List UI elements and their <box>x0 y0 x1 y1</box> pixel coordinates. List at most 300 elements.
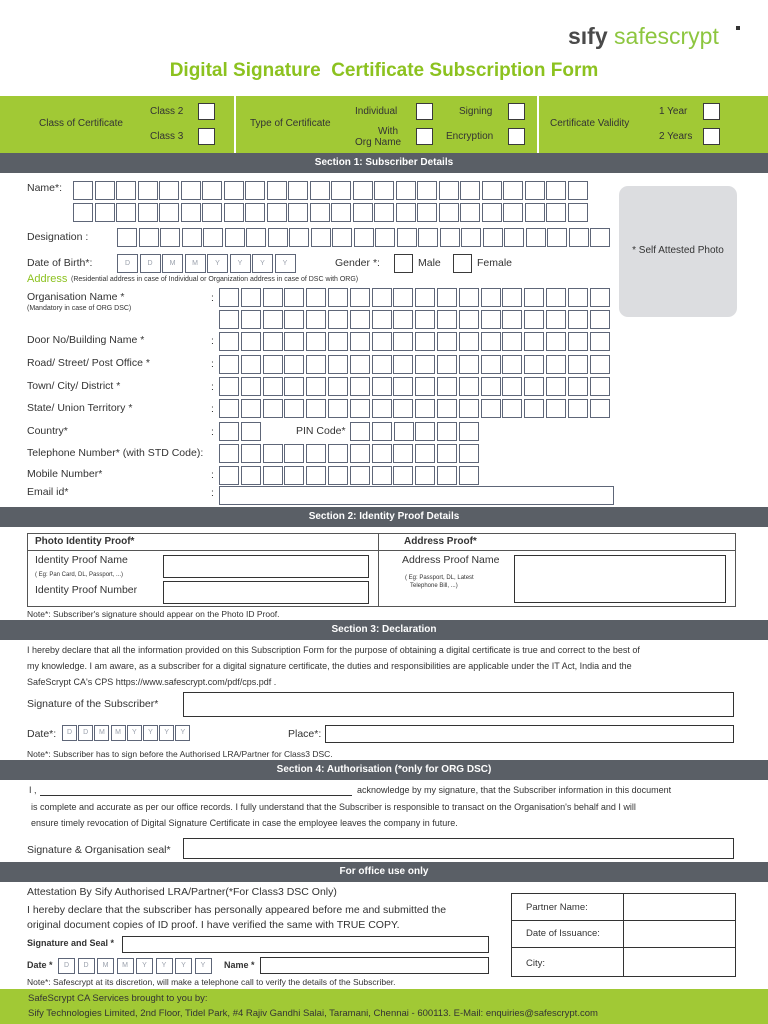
designation-char-box[interactable] <box>504 228 524 247</box>
name-char-box[interactable] <box>374 203 394 222</box>
dob-char-box[interactable] <box>140 254 161 273</box>
colon: : <box>211 335 214 347</box>
address-proof-eg: ( Eg: Passport, DL, Latest <box>405 575 474 581</box>
mobile-char-box[interactable] <box>284 466 304 485</box>
section3-date-char-box[interactable] <box>111 725 126 741</box>
gender-label: Gender *: <box>335 257 380 269</box>
name-char-box[interactable] <box>331 181 351 200</box>
declaration-line-3: SafeScrypt CA's CPS https://www.safescrypt.com/pdf/cps.pdf . <box>27 677 277 687</box>
road-char-box[interactable] <box>219 355 239 374</box>
two-years-label: 2 Years <box>659 131 693 142</box>
org-name-char-box[interactable] <box>502 310 522 329</box>
office-date-char-box[interactable] <box>58 958 75 974</box>
org-name-char-box[interactable] <box>350 310 370 329</box>
door-char-box[interactable] <box>328 332 348 351</box>
date-issuance-label: Date of Issuance: <box>526 928 600 939</box>
org-seal-field[interactable] <box>183 838 734 859</box>
org-name-char-box[interactable] <box>459 310 479 329</box>
placeholder-char: Y <box>180 729 186 736</box>
state-char-box[interactable] <box>241 399 261 418</box>
name-char-box[interactable] <box>73 181 93 200</box>
with-org-label: With <box>378 126 398 137</box>
door-char-box[interactable] <box>524 332 544 351</box>
town-char-box[interactable] <box>263 377 283 396</box>
name-char-box[interactable] <box>202 203 222 222</box>
section2-header: Section 2: Identity Proof Details <box>0 507 768 527</box>
class2-checkbox[interactable] <box>198 103 215 120</box>
telephone-char-box[interactable] <box>306 444 326 463</box>
placeholder-char: Y <box>148 729 153 736</box>
name-char-box[interactable] <box>181 181 201 200</box>
name-label: Name*: <box>27 182 63 194</box>
authoriser-name-line[interactable] <box>40 795 352 796</box>
photo-label: * Self Attested Photo <box>632 245 724 256</box>
name-char-box[interactable] <box>503 203 523 222</box>
name-char-box[interactable] <box>396 181 416 200</box>
door-char-box[interactable] <box>263 332 283 351</box>
name-char-box[interactable] <box>116 203 136 222</box>
designation-char-box[interactable] <box>526 228 546 247</box>
state-char-box[interactable] <box>306 399 326 418</box>
signature-seal-field[interactable] <box>122 936 489 953</box>
designation-label: Designation : <box>27 231 89 243</box>
telephone-char-box[interactable] <box>241 444 261 463</box>
org-name-char-box[interactable] <box>372 288 392 307</box>
telephone-char-box[interactable] <box>437 444 457 463</box>
name-char-box[interactable] <box>546 181 566 200</box>
org-name-char-box[interactable] <box>524 310 544 329</box>
org-name-char-box[interactable] <box>219 310 239 329</box>
partner-name-cell[interactable] <box>625 895 735 919</box>
org-name-char-box[interactable] <box>263 310 283 329</box>
town-char-box[interactable] <box>350 377 370 396</box>
dob-char-box[interactable] <box>252 254 273 273</box>
road-char-box[interactable] <box>590 355 610 374</box>
colon: : <box>211 358 214 370</box>
id-proof-number-field[interactable] <box>163 581 369 604</box>
road-char-box[interactable] <box>546 355 566 374</box>
individual-checkbox[interactable] <box>416 103 433 120</box>
mobile-char-box[interactable] <box>219 466 239 485</box>
org-name-char-box[interactable] <box>350 288 370 307</box>
state-char-box[interactable] <box>393 399 413 418</box>
placeholder-char: D <box>63 962 70 969</box>
road-char-box[interactable] <box>481 355 501 374</box>
road-char-box[interactable] <box>502 355 522 374</box>
state-char-box[interactable] <box>263 399 283 418</box>
designation-char-box[interactable] <box>160 228 180 247</box>
section3-date-char-box[interactable] <box>127 725 142 741</box>
section3-date-char-box[interactable] <box>78 725 93 741</box>
org-name-char-box[interactable] <box>415 288 435 307</box>
pin-char-box[interactable] <box>437 422 457 441</box>
office-date-char-box[interactable] <box>136 958 153 974</box>
state-char-box[interactable] <box>415 399 435 418</box>
door-char-box[interactable] <box>590 332 610 351</box>
telephone-char-box[interactable] <box>459 444 479 463</box>
footer-line-1: SafeScrypt CA Services brought to you by: <box>28 993 208 1004</box>
state-char-box[interactable] <box>568 399 588 418</box>
section3-date-char-box[interactable] <box>175 725 190 741</box>
email-field[interactable] <box>219 486 614 505</box>
state-char-box[interactable] <box>502 399 522 418</box>
two-years-checkbox[interactable] <box>703 128 720 145</box>
state-char-box[interactable] <box>437 399 457 418</box>
road-char-box[interactable] <box>241 355 261 374</box>
org-name-char-box[interactable] <box>524 288 544 307</box>
designation-char-box[interactable] <box>311 228 331 247</box>
name-char-box[interactable] <box>116 181 136 200</box>
name-char-box[interactable] <box>568 181 588 200</box>
road-char-box[interactable] <box>415 355 435 374</box>
org-name-char-box[interactable] <box>328 288 348 307</box>
class3-checkbox[interactable] <box>198 128 215 145</box>
id-proof-number-label: Identity Proof Number <box>35 584 138 596</box>
telephone-char-box[interactable] <box>372 444 392 463</box>
org-name-char-box[interactable] <box>393 310 413 329</box>
name-char-box[interactable] <box>439 203 459 222</box>
date-issuance-cell[interactable] <box>625 922 735 946</box>
door-char-box[interactable] <box>459 332 479 351</box>
dob-char-box[interactable] <box>230 254 251 273</box>
name-char-box[interactable] <box>202 181 222 200</box>
mobile-char-box[interactable] <box>350 466 370 485</box>
name-char-box[interactable] <box>159 181 179 200</box>
colon: : <box>211 469 214 481</box>
town-char-box[interactable] <box>241 377 261 396</box>
door-char-box[interactable] <box>481 332 501 351</box>
door-char-box[interactable] <box>284 332 304 351</box>
town-char-box[interactable] <box>546 377 566 396</box>
name-char-box[interactable] <box>482 181 502 200</box>
state-char-box[interactable] <box>372 399 392 418</box>
colon: : <box>211 292 214 304</box>
name-char-box[interactable] <box>245 181 265 200</box>
town-char-box[interactable] <box>437 377 457 396</box>
door-char-box[interactable] <box>393 332 413 351</box>
placeholder-char: Y <box>237 260 243 267</box>
org-name-char-box[interactable] <box>437 288 457 307</box>
town-char-box[interactable] <box>590 377 610 396</box>
pin-char-box[interactable] <box>350 422 370 441</box>
name-char-box[interactable] <box>525 203 545 222</box>
town-char-box[interactable] <box>372 377 392 396</box>
town-char-box[interactable] <box>328 377 348 396</box>
signing-label: Signing <box>459 106 493 117</box>
state-char-box[interactable] <box>590 399 610 418</box>
office-date-char-box[interactable] <box>78 958 95 974</box>
section3-date-char-box[interactable] <box>94 725 109 741</box>
mobile-char-box[interactable] <box>415 466 435 485</box>
state-char-box[interactable] <box>284 399 304 418</box>
door-char-box[interactable] <box>219 332 239 351</box>
name-char-box[interactable] <box>224 181 244 200</box>
name-char-box[interactable] <box>417 203 437 222</box>
org-name-char-box[interactable] <box>590 310 610 329</box>
id-proof-name-field[interactable] <box>163 555 369 578</box>
org-name-char-box[interactable] <box>263 288 283 307</box>
pin-char-box[interactable] <box>415 422 435 441</box>
state-char-box[interactable] <box>459 399 479 418</box>
female-label: Female <box>477 257 513 269</box>
dob-char-box[interactable] <box>185 254 206 273</box>
office-date-char-box[interactable] <box>175 958 192 974</box>
name-char-box[interactable] <box>95 203 115 222</box>
road-char-box[interactable] <box>284 355 304 374</box>
designation-char-box[interactable] <box>418 228 438 247</box>
designation-char-box[interactable] <box>139 228 159 247</box>
road-char-box[interactable] <box>459 355 479 374</box>
telephone-char-box[interactable] <box>350 444 370 463</box>
name-char-box[interactable] <box>181 203 201 222</box>
placeholder-char: M <box>192 260 198 267</box>
town-label: Town/ City/ District * <box>27 380 121 392</box>
designation-char-box[interactable] <box>397 228 417 247</box>
name-char-box[interactable] <box>546 203 566 222</box>
org-name-char-box[interactable] <box>241 288 261 307</box>
org-name-char-box[interactable] <box>590 288 610 307</box>
designation-char-box[interactable] <box>289 228 309 247</box>
dob-char-box[interactable] <box>162 254 183 273</box>
org-name-char-box[interactable] <box>546 288 566 307</box>
road-char-box[interactable] <box>524 355 544 374</box>
town-char-box[interactable] <box>481 377 501 396</box>
org-name-char-box[interactable] <box>241 310 261 329</box>
name-char-box[interactable] <box>374 181 394 200</box>
town-char-box[interactable] <box>219 377 239 396</box>
designation-char-box[interactable] <box>332 228 352 247</box>
city-cell[interactable] <box>625 949 735 976</box>
designation-char-box[interactable] <box>117 228 137 247</box>
telephone-char-box[interactable] <box>284 444 304 463</box>
name-char-box[interactable] <box>95 181 115 200</box>
address-proof-header: Address Proof* <box>404 536 477 547</box>
state-char-box[interactable] <box>524 399 544 418</box>
designation-char-box[interactable] <box>569 228 589 247</box>
telephone-char-box[interactable] <box>219 444 239 463</box>
designation-char-box[interactable] <box>225 228 245 247</box>
mobile-char-box[interactable] <box>372 466 392 485</box>
mobile-char-box[interactable] <box>437 466 457 485</box>
office-date-char-box[interactable] <box>195 958 212 974</box>
identity-proof-header-line <box>27 550 736 551</box>
name-char-box[interactable] <box>224 203 244 222</box>
designation-char-box[interactable] <box>203 228 223 247</box>
subscriber-signature-field[interactable] <box>183 692 734 717</box>
dob-char-box[interactable] <box>275 254 296 273</box>
mobile-char-box[interactable] <box>241 466 261 485</box>
mobile-char-box[interactable] <box>459 466 479 485</box>
door-char-box[interactable] <box>415 332 435 351</box>
with-org-checkbox[interactable] <box>416 128 433 145</box>
town-char-box[interactable] <box>524 377 544 396</box>
section3-date-char-box[interactable] <box>143 725 158 741</box>
name-char-box[interactable] <box>396 203 416 222</box>
dob-char-box[interactable] <box>117 254 138 273</box>
country-char-box[interactable] <box>219 422 239 441</box>
road-char-box[interactable] <box>437 355 457 374</box>
mobile-char-box[interactable] <box>306 466 326 485</box>
org-name-char-box[interactable] <box>568 310 588 329</box>
encryption-checkbox[interactable] <box>508 128 525 145</box>
org-name-char-box[interactable] <box>372 310 392 329</box>
road-char-box[interactable] <box>328 355 348 374</box>
designation-char-box[interactable] <box>354 228 374 247</box>
signature-seal-label: Signature and Seal * <box>27 938 115 948</box>
name-char-box[interactable] <box>288 203 308 222</box>
org-name-char-box[interactable] <box>546 310 566 329</box>
org-name-char-box[interactable] <box>284 288 304 307</box>
mobile-char-box[interactable] <box>328 466 348 485</box>
road-label: Road/ Street/ Post Office * <box>27 357 150 369</box>
encryption-label: Encryption <box>446 131 494 142</box>
name-char-box[interactable] <box>267 181 287 200</box>
section3-date-label: Date*: <box>27 728 57 740</box>
org-name-char-box[interactable] <box>568 288 588 307</box>
name-char-box[interactable] <box>159 203 179 222</box>
pin-label: PIN Code* <box>296 425 346 437</box>
state-char-box[interactable] <box>481 399 501 418</box>
pin-char-box[interactable] <box>394 422 414 441</box>
road-char-box[interactable] <box>306 355 326 374</box>
office-name-field[interactable] <box>260 957 489 974</box>
section3-date-char-box[interactable] <box>62 725 77 741</box>
class2-label: Class 2 <box>150 106 184 117</box>
signing-checkbox[interactable] <box>508 103 525 120</box>
name-char-box[interactable] <box>568 203 588 222</box>
org-name-char-box[interactable] <box>415 310 435 329</box>
designation-char-box[interactable] <box>483 228 503 247</box>
road-char-box[interactable] <box>568 355 588 374</box>
town-char-box[interactable] <box>415 377 435 396</box>
road-char-box[interactable] <box>350 355 370 374</box>
placeholder-char: D <box>66 729 73 736</box>
name-char-box[interactable] <box>525 181 545 200</box>
mobile-char-box[interactable] <box>263 466 283 485</box>
org-name-char-box[interactable] <box>306 288 326 307</box>
designation-char-box[interactable] <box>375 228 395 247</box>
door-char-box[interactable] <box>350 332 370 351</box>
town-char-box[interactable] <box>502 377 522 396</box>
name-char-box[interactable] <box>138 181 158 200</box>
door-char-box[interactable] <box>306 332 326 351</box>
state-char-box[interactable] <box>219 399 239 418</box>
one-year-checkbox[interactable] <box>703 103 720 120</box>
name-char-box[interactable] <box>310 203 330 222</box>
door-char-box[interactable] <box>502 332 522 351</box>
address-proof-name-field[interactable] <box>514 555 726 603</box>
designation-char-box[interactable] <box>461 228 481 247</box>
mobile-char-box[interactable] <box>393 466 413 485</box>
name-char-box[interactable] <box>353 203 373 222</box>
town-char-box[interactable] <box>284 377 304 396</box>
pin-char-box[interactable] <box>459 422 479 441</box>
name-char-box[interactable] <box>503 181 523 200</box>
dob-char-box[interactable] <box>207 254 228 273</box>
town-char-box[interactable] <box>306 377 326 396</box>
name-char-box[interactable] <box>331 203 351 222</box>
road-char-box[interactable] <box>372 355 392 374</box>
door-char-box[interactable] <box>437 332 457 351</box>
town-char-box[interactable] <box>568 377 588 396</box>
place-field[interactable] <box>325 725 734 743</box>
org-name-char-box[interactable] <box>502 288 522 307</box>
section3-date-char-box[interactable] <box>159 725 174 741</box>
placeholder-char: Y <box>142 962 147 969</box>
partner-table-row <box>511 920 736 921</box>
org-name-char-box[interactable] <box>481 310 501 329</box>
org-name-char-box[interactable] <box>481 288 501 307</box>
name-char-box[interactable] <box>138 203 158 222</box>
name-char-box[interactable] <box>353 181 373 200</box>
town-char-box[interactable] <box>393 377 413 396</box>
section1-header: Section 1: Subscriber Details <box>0 153 768 173</box>
state-char-box[interactable] <box>328 399 348 418</box>
office-date-char-box[interactable] <box>97 958 114 974</box>
telephone-char-box[interactable] <box>393 444 413 463</box>
telephone-char-box[interactable] <box>328 444 348 463</box>
name-char-box[interactable] <box>482 203 502 222</box>
section3-header: Section 3: Declaration <box>0 620 768 640</box>
designation-char-box[interactable] <box>590 228 610 247</box>
country-char-box[interactable] <box>241 422 261 441</box>
telephone-char-box[interactable] <box>263 444 283 463</box>
org-name-char-box[interactable] <box>219 288 239 307</box>
name-char-box[interactable] <box>245 203 265 222</box>
designation-char-box[interactable] <box>182 228 202 247</box>
org-name-char-box[interactable] <box>437 310 457 329</box>
state-char-box[interactable] <box>546 399 566 418</box>
designation-char-box[interactable] <box>268 228 288 247</box>
door-char-box[interactable] <box>546 332 566 351</box>
name-char-box[interactable] <box>267 203 287 222</box>
org-name-char-box[interactable] <box>328 310 348 329</box>
name-char-box[interactable] <box>439 181 459 200</box>
door-char-box[interactable] <box>568 332 588 351</box>
pin-char-box[interactable] <box>372 422 392 441</box>
road-char-box[interactable] <box>263 355 283 374</box>
female-checkbox[interactable] <box>453 254 472 273</box>
town-char-box[interactable] <box>459 377 479 396</box>
org-name-char-box[interactable] <box>393 288 413 307</box>
city-label: City: <box>526 958 545 969</box>
office-date-char-box[interactable] <box>156 958 173 974</box>
name-char-box[interactable] <box>288 181 308 200</box>
male-checkbox[interactable] <box>394 254 413 273</box>
office-date-char-box[interactable] <box>117 958 134 974</box>
placeholder-char: Y <box>131 729 137 736</box>
name-char-box[interactable] <box>310 181 330 200</box>
name-char-box[interactable] <box>417 181 437 200</box>
org-name-char-box[interactable] <box>284 310 304 329</box>
org-name-char-box[interactable] <box>459 288 479 307</box>
name-char-box[interactable] <box>460 181 480 200</box>
designation-char-box[interactable] <box>547 228 567 247</box>
name-char-box[interactable] <box>460 203 480 222</box>
door-char-box[interactable] <box>241 332 261 351</box>
org-name-label: Organisation Name * <box>27 291 125 303</box>
telephone-char-box[interactable] <box>415 444 435 463</box>
designation-char-box[interactable] <box>440 228 460 247</box>
state-char-box[interactable] <box>350 399 370 418</box>
designation-char-box[interactable] <box>246 228 266 247</box>
name-char-box[interactable] <box>73 203 93 222</box>
road-char-box[interactable] <box>393 355 413 374</box>
door-char-box[interactable] <box>372 332 392 351</box>
org-name-char-box[interactable] <box>306 310 326 329</box>
placeholder-char: Y <box>164 729 170 736</box>
address-proof-eg-2: Telephone Bill, ...) <box>410 583 458 589</box>
